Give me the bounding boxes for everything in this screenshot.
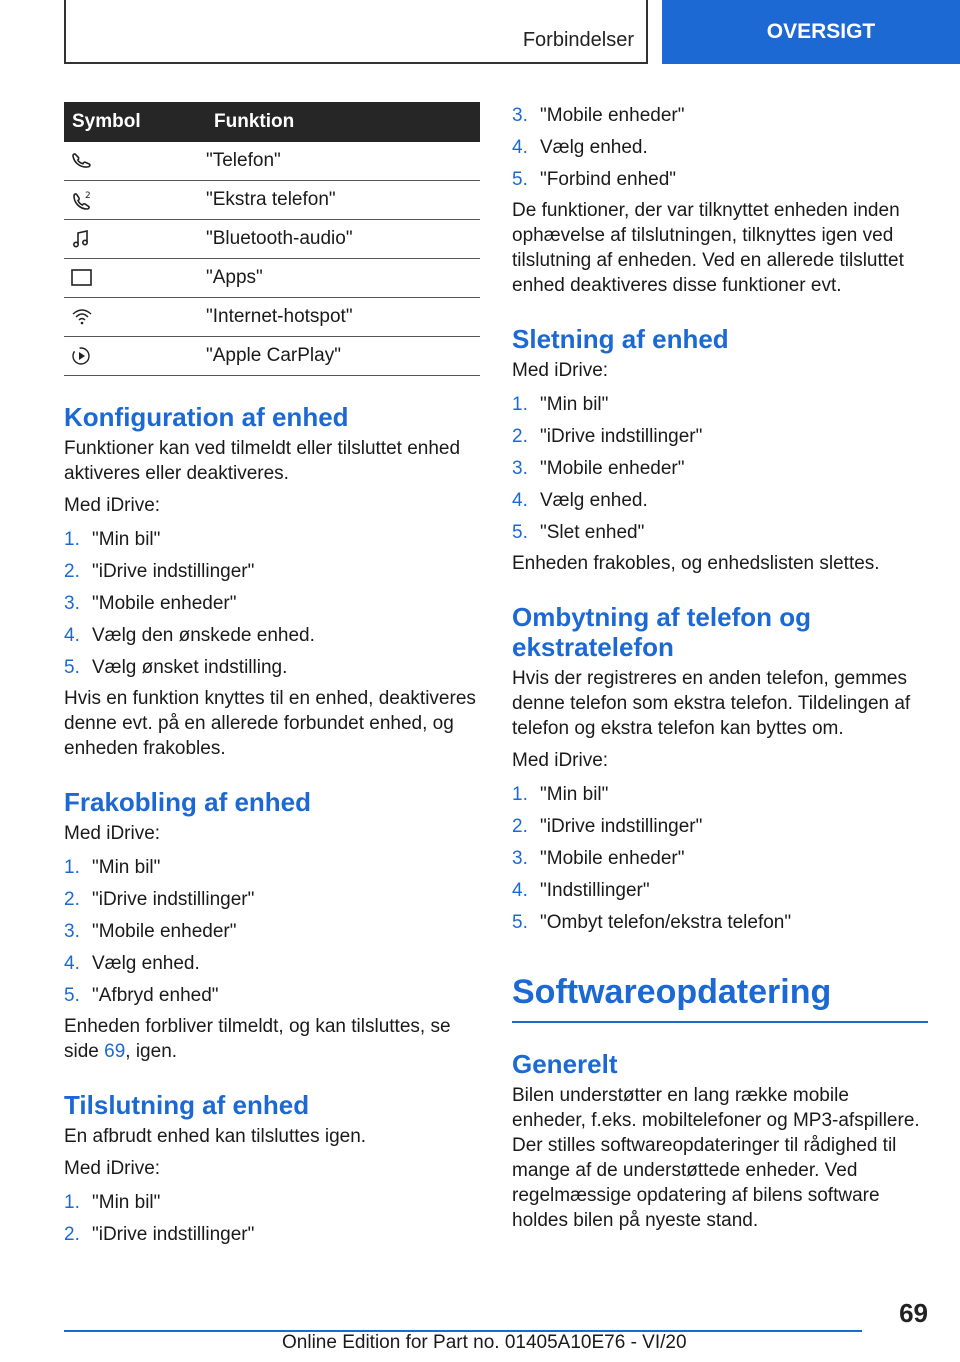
list-item: 3. "Mobile enheder": [64, 593, 237, 614]
tilslutning-steps-right: [512, 100, 928, 196]
function-label: "Ekstra telefon": [206, 181, 480, 220]
konfig-intro: Funktioner kan ved tilmeldt eller tilsluttet enhed aktiveres eller deaktiveres.: [64, 438, 461, 484]
symbol-table: [64, 102, 480, 376]
col-function-header: Funktion: [206, 102, 480, 142]
list-item: 4. "Indstillinger": [512, 880, 650, 901]
table-row: [64, 181, 480, 220]
list-item: 3. "Mobile enheder": [512, 105, 685, 126]
list-item: 3. "Mobile enheder": [512, 458, 685, 479]
apps-icon: [70, 267, 206, 289]
heading-frakobling: Frakobling af enhed: [64, 787, 312, 817]
list-item: 3. "Mobile enheder": [64, 921, 237, 942]
table-row: [64, 220, 480, 259]
table-row: [64, 337, 480, 376]
list-item: 3. "Mobile enheder": [512, 848, 685, 869]
list-item: 5. Vælg ønsket indstilling.: [64, 657, 288, 678]
table-row: [64, 259, 480, 298]
carplay-icon: [70, 345, 206, 367]
list-item: 4. Vælg enhed.: [512, 137, 648, 158]
footer-edition: Online Edition for Part no. 01405A10E76 - VI/20: [282, 1332, 687, 1353]
section-title: Forbindelser: [522, 29, 634, 51]
function-label: "Apple CarPlay": [206, 337, 480, 376]
konfig-after: Hvis en funktion knyttes til en enhed, deaktiveres denne evt. på en allerede forbundet enhed, og enheden frakobles.: [64, 688, 476, 759]
list-item: 2. "iDrive indstillinger": [512, 426, 703, 447]
list-item: 5. "Forbind enhed": [512, 169, 677, 190]
list-item: 5. "Afbryd enhed": [64, 985, 219, 1006]
frakobling-med: Med iDrive:: [64, 823, 161, 844]
ombytning-steps: [512, 779, 928, 939]
function-label: "Internet-hotspot": [206, 298, 480, 337]
list-item: 2. "iDrive indstillinger": [512, 816, 703, 837]
konfig-steps: [64, 524, 480, 684]
tilslutning-steps-left: [64, 1187, 480, 1251]
list-item: 1. "Min bil": [64, 529, 161, 550]
left-column: [64, 102, 480, 1251]
sletning-med: Med iDrive:: [512, 360, 609, 381]
list-item: 4. Vælg den ønskede enhed.: [64, 625, 315, 646]
heading-generelt: Generelt: [512, 1049, 618, 1079]
sletning-after: Enheden frakobles, og enhedslisten slettes.: [512, 553, 880, 574]
tab-overview[interactable]: OVERSIGT: [662, 0, 960, 64]
phone-icon: [70, 150, 206, 172]
software-text: Bilen understøtter en lang række mobile enheder, f.eks. mobiltelefoner og MP3-afspillere. Der stilles softwareopdateringer til rådighed til mange af de understøttede enheder. Ved regelmæssige opdatering af bilens software holdes bilen på nyeste stand.: [512, 1085, 920, 1231]
function-label: "Bluetooth-audio": [206, 220, 480, 259]
heading-softwareopdatering: Softwareopdatering: [512, 971, 928, 1023]
music-note-icon: [70, 228, 206, 250]
list-item: 2. "iDrive indstillinger": [64, 889, 255, 910]
tilslutning-intro: En afbrudt enhed kan tilsluttes igen.: [64, 1126, 367, 1147]
ombytning-med: Med iDrive:: [512, 750, 609, 771]
heading-tilslutning: Tilslutning af enhed: [64, 1090, 310, 1120]
heading-ombytning: Ombytning af telefon og ekstratelefon: [512, 602, 811, 662]
header-bar: [64, 0, 648, 64]
list-item: 5. "Slet enhed": [512, 522, 645, 543]
page-link[interactable]: 69: [104, 1041, 126, 1062]
list-item: 1. "Min bil": [512, 784, 609, 805]
list-item: 1. "Min bil": [64, 1192, 161, 1213]
page-number: 69: [899, 1298, 928, 1328]
wifi-icon: [70, 306, 206, 328]
col-symbol-header: Symbol: [64, 102, 206, 142]
sletning-steps: [512, 389, 928, 549]
konfig-med: Med iDrive:: [64, 495, 161, 516]
function-label: "Telefon": [206, 142, 480, 181]
tilslutning-med: Med iDrive:: [64, 1158, 161, 1179]
heading-konfiguration: Konfiguration af enhed: [64, 402, 349, 432]
function-label: "Apps": [206, 259, 480, 298]
table-row: [64, 142, 480, 181]
table-row: [64, 298, 480, 337]
list-item: 5. "Ombyt telefon/ekstra telefon": [512, 912, 792, 933]
list-item: 2. "iDrive indstillinger": [64, 561, 255, 582]
list-item: 2. "iDrive indstillinger": [64, 1224, 255, 1245]
list-item: 1. "Min bil": [64, 857, 161, 878]
frakobling-steps: [64, 852, 480, 1012]
frakobling-after: Enheden forbliver tilmeldt, og kan tilsluttes, se side 69, igen.: [64, 1016, 451, 1062]
right-column: [512, 100, 928, 1233]
list-item: 1. "Min bil": [512, 394, 609, 415]
tilslutning-after: De funktioner, der var tilknyttet enheden inden ophævelse af tilslutningen, tilknyttes igen ved tilslutning af enheden. Ved en allerede tilsluttet enhed deaktiveres disse funktioner evt.: [512, 200, 904, 296]
heading-sletning: Sletning af enhed: [512, 324, 729, 354]
ombytning-intro: Hvis der registreres en anden telefon, gemmes denne telefon som ekstra telefon. Tildelingen af telefon og ekstra telefon kan byttes om.: [512, 668, 911, 739]
list-item: 4. Vælg enhed.: [512, 490, 648, 511]
list-item: 4. Vælg enhed.: [64, 953, 200, 974]
svg-text:2: 2: [85, 191, 91, 201]
phone-2-icon: [70, 189, 206, 211]
